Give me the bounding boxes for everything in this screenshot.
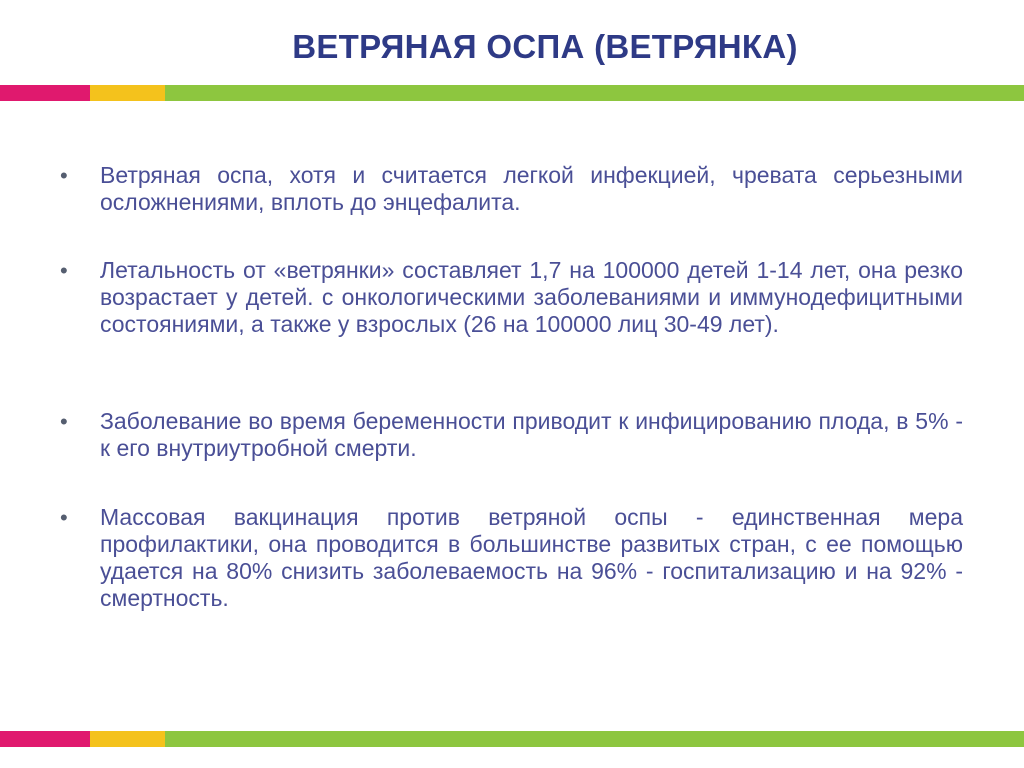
bottom-color-stripe [0,731,1024,747]
stripe-yellow-segment [90,731,165,747]
bullet-dot-icon: • [60,409,68,434]
bullet-dot-icon: • [60,163,68,188]
bullet-text: Летальность от «ветрянки» составляет 1,7 на 100000 детей 1-14 лет, она резко возрастает у детей. с онкологическими заболеваниями и иммунодефицитными состояниями, а также у взрослых (26 на 100000 лиц 30-49 лет). [100,257,963,337]
bullet-text: Заболевание во время беременности приводит к инфицированию плода, в 5% - к его внутриутробной смерти. [100,408,963,461]
bullet-dot-icon: • [60,258,68,283]
bullet-text: Ветряная оспа, хотя и считается легкой инфекцией, чревата серьезными осложнениями, вплоть до энцефалита. [100,162,963,215]
stripe-magenta-segment [0,731,90,747]
stripe-green-segment [165,731,1024,747]
bullet-dot-icon: • [60,505,68,530]
slide-title: ВЕТРЯНАЯ ОСПА (ВЕТРЯНКА) [292,28,798,65]
bullet-text: Массовая вакцинация против ветряной оспы - единственная мера профилактики, она проводится в большинстве развитых стран, с ее помощью удается на 80% снизить заболеваемость на 96% - госпитализацию и на 92% - смертность. [100,504,963,611]
